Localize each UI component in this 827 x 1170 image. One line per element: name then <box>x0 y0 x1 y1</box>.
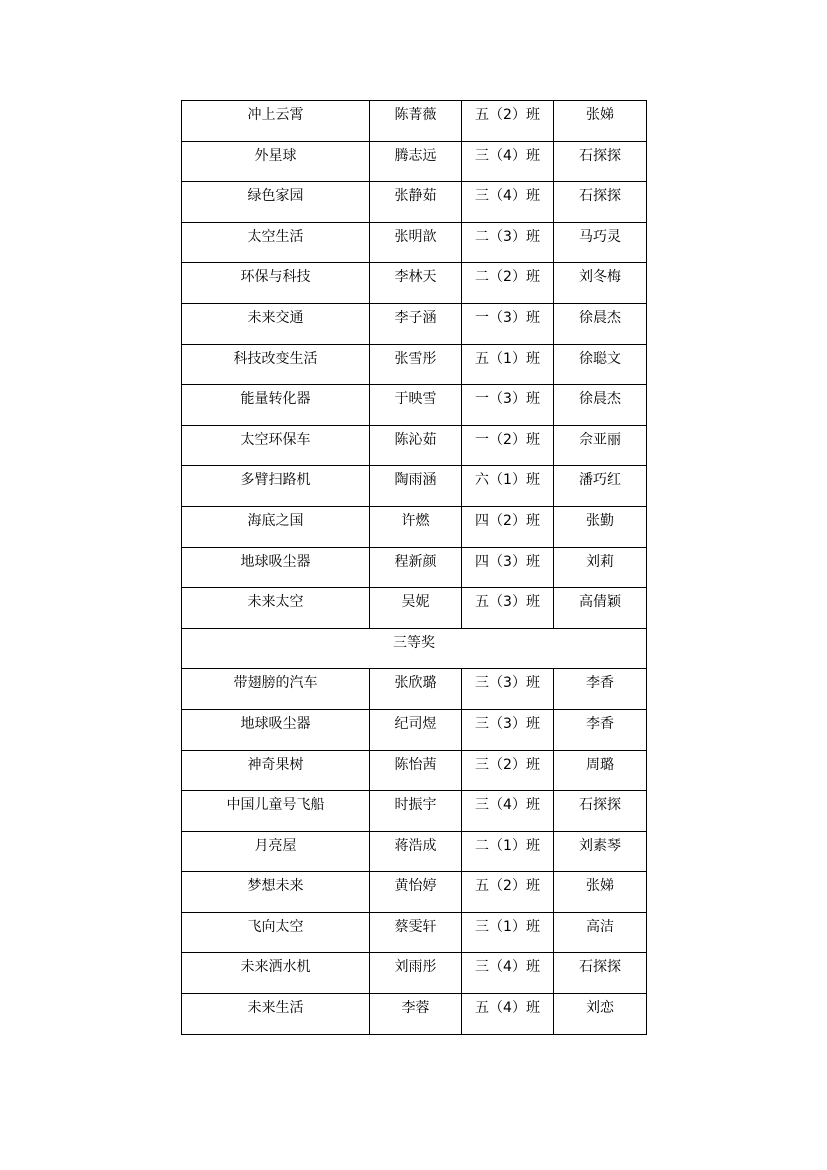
teacher-name-text: 刘莉 <box>586 553 614 570</box>
artwork-title-text: 能量转化器 <box>240 391 311 408</box>
award-section-header-row <box>182 628 647 669</box>
artwork-title-text: 神奇果树 <box>247 756 304 773</box>
class-text: 一（3）班 <box>475 309 540 326</box>
artwork-title-text: 未来太空 <box>247 594 304 611</box>
student-name-text: 程新颜 <box>394 553 437 570</box>
table-row <box>182 141 647 182</box>
teacher-name-text: 高洁 <box>586 918 614 935</box>
student-name-text: 蔡雯轩 <box>394 918 437 935</box>
table-row <box>182 385 647 426</box>
student-name-text: 蒋浩成 <box>394 837 437 854</box>
class-cell <box>462 750 554 791</box>
table-row <box>182 709 647 750</box>
student-name-text: 李子涵 <box>394 309 437 326</box>
teacher-name-text: 张娣 <box>586 107 614 123</box>
table-row <box>182 263 647 304</box>
teacher-name-cell <box>554 182 647 223</box>
teacher-name-text: 马巧灵 <box>579 228 621 245</box>
class-cell <box>462 791 554 832</box>
student-name-cell <box>370 141 462 182</box>
teacher-name-cell <box>554 588 647 629</box>
class-text: 一（2）班 <box>475 431 540 448</box>
teacher-name-cell <box>554 791 647 832</box>
student-name-cell <box>370 506 462 547</box>
table-row <box>182 344 647 385</box>
student-name-cell <box>370 182 462 223</box>
teacher-name-cell <box>554 263 647 304</box>
table-row <box>182 994 647 1035</box>
teacher-name-cell <box>554 831 647 872</box>
teacher-name-text: 刘恋 <box>586 1000 614 1017</box>
class-cell <box>462 222 554 263</box>
artwork-title-cell <box>182 141 370 182</box>
class-text: 三（1）班 <box>475 918 540 935</box>
student-name-cell <box>370 831 462 872</box>
class-text: 五（3）班 <box>475 594 540 611</box>
student-name-text: 黄怡婷 <box>394 878 437 895</box>
student-name-text: 陈菁薇 <box>394 107 437 123</box>
student-name-cell <box>370 222 462 263</box>
teacher-name-cell <box>554 303 647 344</box>
teacher-name-text: 刘素琴 <box>579 837 621 854</box>
artwork-title-cell <box>182 750 370 791</box>
artwork-title-text: 月亮屋 <box>254 837 297 854</box>
teacher-name-cell <box>554 547 647 588</box>
artwork-title-text: 中国儿童号飞船 <box>226 797 325 814</box>
artwork-title-cell <box>182 669 370 710</box>
student-name-text: 于映雪 <box>394 391 437 408</box>
class-cell <box>462 344 554 385</box>
award-level-label: 三等奖 <box>393 634 435 651</box>
student-name-cell <box>370 994 462 1035</box>
artwork-title-text: 未来洒水机 <box>240 959 311 976</box>
award-section-header-cell <box>182 628 647 669</box>
class-text: 四（3）班 <box>475 553 540 570</box>
student-name-cell <box>370 425 462 466</box>
teacher-name-text: 徐晨杰 <box>579 391 621 408</box>
table-row <box>182 425 647 466</box>
teacher-name-text: 李香 <box>586 715 614 732</box>
teacher-name-text: 石探探 <box>579 797 621 814</box>
class-cell <box>462 263 554 304</box>
teacher-name-text: 刘冬梅 <box>579 269 621 286</box>
class-cell <box>462 303 554 344</box>
artwork-title-text: 梦想未来 <box>247 878 304 895</box>
student-name-cell <box>370 588 462 629</box>
teacher-name-text: 李香 <box>586 675 614 692</box>
class-text: 三（4）班 <box>475 797 540 814</box>
table-row <box>182 831 647 872</box>
teacher-name-text: 石探探 <box>579 959 621 976</box>
artwork-title-cell <box>182 263 370 304</box>
class-cell <box>462 466 554 507</box>
student-name-text: 陈怡茜 <box>394 756 437 773</box>
student-name-text: 吴妮 <box>401 594 430 611</box>
table-row <box>182 953 647 994</box>
artwork-title-cell <box>182 953 370 994</box>
teacher-name-cell <box>554 141 647 182</box>
table-row <box>182 872 647 913</box>
student-name-cell <box>370 872 462 913</box>
artwork-title-cell <box>182 222 370 263</box>
class-cell <box>462 547 554 588</box>
artwork-title-cell <box>182 506 370 547</box>
class-text: 六（1）班 <box>475 472 540 489</box>
artwork-title-text: 地球吸尘器 <box>240 553 311 570</box>
class-cell <box>462 953 554 994</box>
student-name-cell <box>370 344 462 385</box>
artwork-title-text: 环保与科技 <box>240 269 311 286</box>
teacher-name-cell <box>554 709 647 750</box>
student-name-cell <box>370 669 462 710</box>
student-name-cell <box>370 953 462 994</box>
student-name-text: 刘雨彤 <box>394 959 437 976</box>
teacher-name-cell <box>554 912 647 953</box>
teacher-name-cell <box>554 222 647 263</box>
student-name-text: 张雪彤 <box>394 350 437 367</box>
artwork-title-cell <box>182 709 370 750</box>
artwork-title-cell <box>182 791 370 832</box>
student-name-text: 陈沁茹 <box>394 431 437 448</box>
table-row <box>182 750 647 791</box>
teacher-name-text: 石探探 <box>579 188 621 205</box>
class-cell <box>462 385 554 426</box>
class-text: 二（3）班 <box>475 228 540 245</box>
student-name-text: 张欣璐 <box>394 675 437 692</box>
class-cell <box>462 709 554 750</box>
student-name-cell <box>370 466 462 507</box>
teacher-name-cell <box>554 344 647 385</box>
teacher-name-cell <box>554 953 647 994</box>
table-row <box>182 182 647 223</box>
artwork-title-cell <box>182 872 370 913</box>
artwork-title-cell <box>182 547 370 588</box>
class-text: 三（2）班 <box>475 756 540 773</box>
artwork-title-text: 绿色家园 <box>247 188 304 205</box>
class-text: 三（4）班 <box>475 188 540 205</box>
artwork-title-text: 太空生活 <box>247 228 304 245</box>
artwork-title-text: 带翅膀的汽车 <box>233 675 318 692</box>
table-row <box>182 101 647 142</box>
class-cell <box>462 994 554 1035</box>
class-text: 三（4）班 <box>475 147 540 164</box>
table-row <box>182 588 647 629</box>
class-text: 五（2）班 <box>475 878 540 895</box>
student-name-cell <box>370 547 462 588</box>
artwork-title-cell <box>182 303 370 344</box>
class-text: 一（3）班 <box>475 391 540 408</box>
artwork-title-text: 海底之国 <box>247 512 304 529</box>
table-row <box>182 506 647 547</box>
artwork-title-cell <box>182 912 370 953</box>
teacher-name-cell <box>554 425 647 466</box>
teacher-name-text: 周璐 <box>586 756 614 773</box>
teacher-name-text: 张勤 <box>586 512 614 529</box>
award-list-body <box>182 101 647 1035</box>
artwork-title-cell <box>182 101 370 142</box>
student-name-cell <box>370 385 462 426</box>
class-text: 二（1）班 <box>475 837 540 854</box>
teacher-name-cell <box>554 385 647 426</box>
class-cell <box>462 588 554 629</box>
artwork-title-text: 未来生活 <box>247 1000 304 1017</box>
award-list-table <box>181 100 647 1035</box>
class-cell <box>462 141 554 182</box>
artwork-title-text: 科技改变生活 <box>233 350 318 367</box>
student-name-cell <box>370 791 462 832</box>
artwork-title-cell <box>182 344 370 385</box>
class-text: 三（4）班 <box>475 959 540 976</box>
class-cell <box>462 831 554 872</box>
student-name-cell <box>370 912 462 953</box>
student-name-cell <box>370 750 462 791</box>
student-name-text: 李蓉 <box>401 1000 430 1017</box>
class-text: 五（2）班 <box>475 107 540 123</box>
table-row <box>182 547 647 588</box>
class-cell <box>462 182 554 223</box>
teacher-name-cell <box>554 466 647 507</box>
artwork-title-cell <box>182 994 370 1035</box>
student-name-cell <box>370 101 462 142</box>
student-name-text: 张明歆 <box>394 228 437 245</box>
student-name-text: 纪司煜 <box>394 715 437 732</box>
class-text: 三（3）班 <box>475 715 540 732</box>
artwork-title-text: 太空环保车 <box>240 431 311 448</box>
table-row <box>182 669 647 710</box>
student-name-text: 李林天 <box>394 269 437 286</box>
artwork-title-text: 地球吸尘器 <box>240 715 311 732</box>
artwork-title-text: 飞向太空 <box>247 918 304 935</box>
student-name-cell <box>370 303 462 344</box>
teacher-name-text: 徐聪文 <box>579 350 621 367</box>
teacher-name-cell <box>554 101 647 142</box>
artwork-title-cell <box>182 425 370 466</box>
artwork-title-text: 未来交通 <box>247 309 304 326</box>
teacher-name-cell <box>554 872 647 913</box>
artwork-title-cell <box>182 385 370 426</box>
teacher-name-text: 张娣 <box>586 878 614 895</box>
student-name-text: 张静茹 <box>394 188 437 205</box>
student-name-text: 时振宇 <box>394 797 437 814</box>
artwork-title-cell <box>182 588 370 629</box>
class-text: 三（3）班 <box>475 675 540 692</box>
teacher-name-text: 高倩颖 <box>579 594 621 611</box>
class-cell <box>462 101 554 142</box>
class-cell <box>462 506 554 547</box>
table-row <box>182 912 647 953</box>
table-row <box>182 791 647 832</box>
class-text: 五（4）班 <box>475 1000 540 1017</box>
table-row <box>182 303 647 344</box>
student-name-text: 腾志远 <box>394 147 437 164</box>
artwork-title-cell <box>182 182 370 223</box>
student-name-cell <box>370 263 462 304</box>
artwork-title-text: 多臂扫路机 <box>240 472 311 489</box>
table-row <box>182 222 647 263</box>
teacher-name-text: 佘亚丽 <box>579 431 621 448</box>
student-name-text: 陶雨涵 <box>394 472 437 489</box>
class-cell <box>462 669 554 710</box>
teacher-name-text: 徐晨杰 <box>579 309 621 326</box>
student-name-text: 许燃 <box>401 512 430 529</box>
teacher-name-text: 石探探 <box>579 147 621 164</box>
teacher-name-cell <box>554 669 647 710</box>
class-text: 四（2）班 <box>475 512 540 529</box>
teacher-name-cell <box>554 994 647 1035</box>
table-row <box>182 466 647 507</box>
class-cell <box>462 425 554 466</box>
artwork-title-text: 外星球 <box>254 147 297 164</box>
teacher-name-cell <box>554 750 647 791</box>
class-text: 二（2）班 <box>475 269 540 286</box>
class-cell <box>462 912 554 953</box>
class-text: 五（1）班 <box>475 350 540 367</box>
student-name-cell <box>370 709 462 750</box>
artwork-title-cell <box>182 831 370 872</box>
artwork-title-text: 冲上云霄 <box>247 107 304 123</box>
class-cell <box>462 872 554 913</box>
teacher-name-cell <box>554 506 647 547</box>
artwork-title-cell <box>182 466 370 507</box>
teacher-name-text: 潘巧红 <box>579 472 621 489</box>
